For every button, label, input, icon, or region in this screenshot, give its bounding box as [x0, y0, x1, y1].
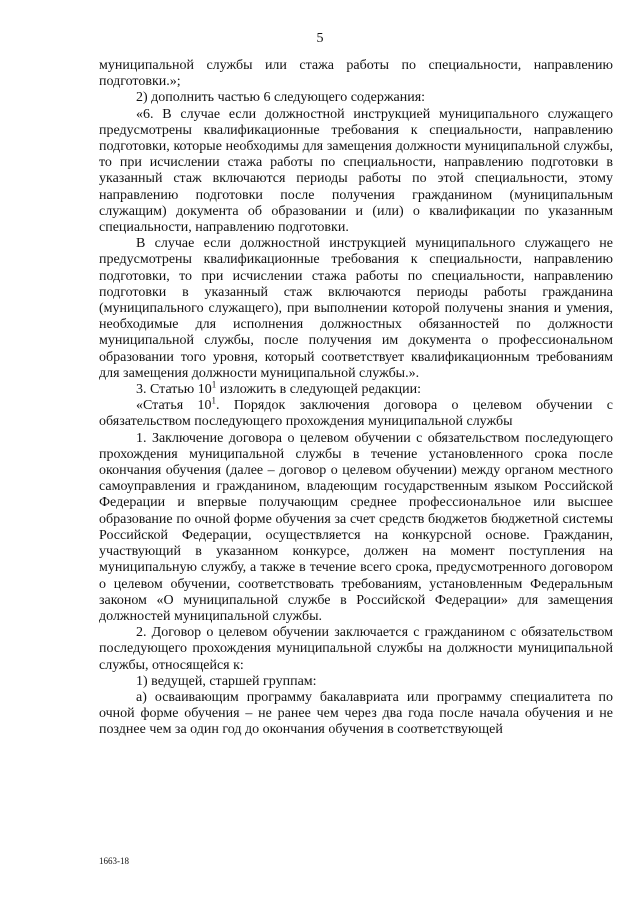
document-body [99, 58, 613, 739]
text-segment: изложить в следующей редакции: [216, 382, 422, 398]
paragraph: В случае если должностной инструкцией муниципального служащего не предусмотрены квалификационные требования к специальности, направлению подготовки, то при исчислении стажа работы по специальности, направлению подготовки в указанный стаж включаются периоды работы гражданина (муниципального служащего), при выполнении которой получены знания и умения, необходимые для исполнения должностных обязанностей по должности муниципальной службы, после получения им документа о профессиональном образовании того уровня, который соответствует квалификационным требованиям для замещения должности муниципальной службы.». [99, 236, 613, 381]
paragraph: 2. Договор о целевом обучении заключается с гражданином с обязательством последующего прохождения муниципальной службы на должности муниципальной службы, относящейся к: [99, 625, 613, 673]
paragraph: «6. В случае если должностной инструкцией муниципального служащего предусмотрены квалификационные требования к специальности, направлению подготовки, которые необходимы для замещения должности муниципальной службы, то при исчислении стажа работы по специальности, направлению подготовки в указанный стаж включаются периоды работы по этой специальности, этому направлению подготовки после получения гражданином (муниципальным служащим) документа об образовании и (или) о квалификации по указанным специальности, направлению подготовки. [99, 106, 613, 236]
superscript: 1 [211, 379, 217, 390]
superscript: 1 [211, 395, 217, 406]
paragraph: 1) ведущей, старшей группам: [136, 673, 317, 689]
document-code: 1663-18 [99, 856, 129, 866]
text-segment: «Статья 10 [136, 398, 212, 414]
paragraph: 1. Заключение договора о целевом обучении с обязательством последующего прохождения муниципальной службы в течение установленного срока после окончания обучения (далее – договор о целевом обучении) между органом местного самоуправления и гражданином, владеющим государственным языком Российской Федерации и впервые получающим среднее профессиональное или высшее образование по очной форме обучения за счет средств бюджетов бюджетной системы Российской Федерации, осуществляется на конкурсной основе. Гражданин, участвующий в указанном конкурсе, должен на момент поступления на муниципальную службу, а также в течение всего срока, предусмотренного договором о целевом обучении, соответствовать требованиям, установленным Федеральным законом «О муниципальной службе в Российской Федерации» для замещения должностей муниципальной службы. [99, 430, 613, 624]
paragraph: а) осваивающим программу бакалавриата или программу специалитета по очной форме обучения – не ранее чем через два года после начала обучения и не позднее чем за один год до окончания обучения в соответствующей [99, 689, 613, 738]
text-segment: 3. Статью 10 [136, 382, 212, 398]
article-heading [99, 395, 613, 430]
page-number: 5 [316, 31, 324, 46]
text-segment: . Порядок заключения договора о целевом обучении с обязательством последующего прохождения муниципальной службы [99, 398, 613, 430]
paragraph: муниципальной службы или стажа работы по специальности, направлению подготовки.»; [99, 58, 613, 90]
paragraph-article-amendment [99, 379, 613, 398]
paragraph: 2) дополнить частью 6 следующего содержания: [136, 90, 426, 106]
